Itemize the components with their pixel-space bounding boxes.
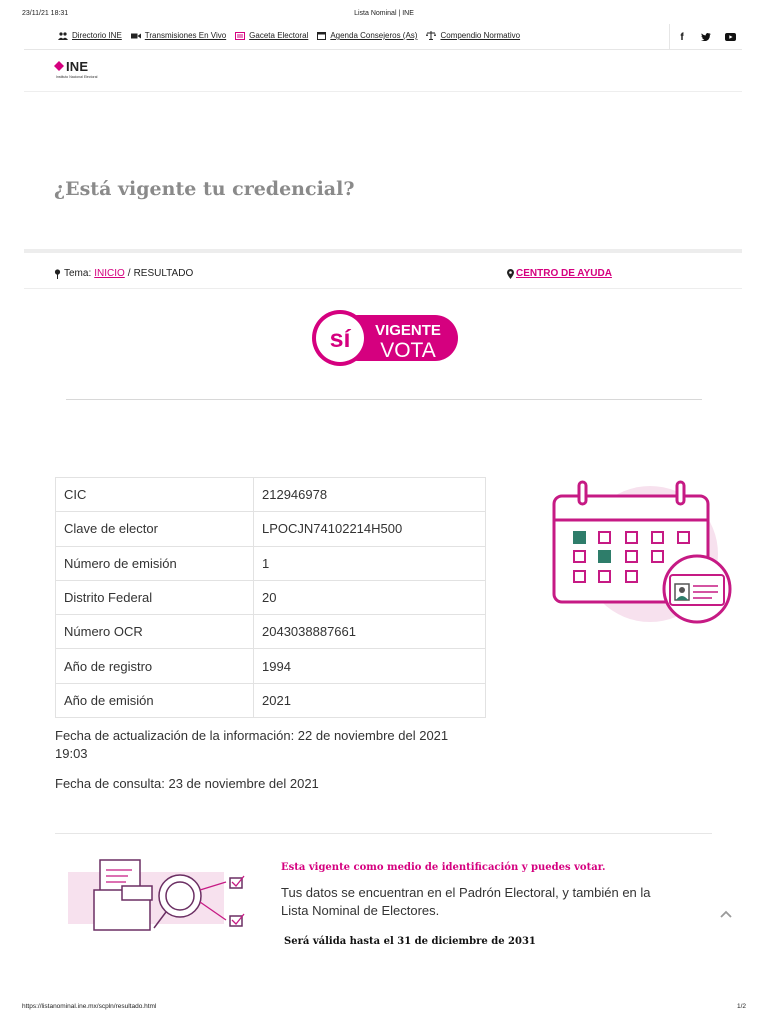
badge-vota: VOTA — [380, 339, 436, 362]
voter-record-table — [55, 477, 486, 718]
result-heading: Esta vigente como medio de identificación y puedes votar. — [281, 862, 606, 873]
breadcrumb-home-link[interactable]: INICIO — [94, 268, 125, 279]
breadcrumb-bar — [24, 249, 742, 289]
print-page-title: Lista Nominal | INE — [354, 10, 414, 17]
map-pin-icon — [54, 269, 61, 279]
print-timestamp: 23/11/21 18:31 — [22, 10, 69, 17]
table-row — [56, 683, 486, 717]
print-page-number: 1/2 — [736, 1003, 746, 1010]
page-title: ¿Está vigente tu credencial? — [54, 178, 355, 200]
youtube-icon[interactable] — [718, 24, 742, 50]
agenda-label: Agenda Consejeros (As) — [330, 31, 418, 40]
logo-word: INE — [66, 59, 89, 74]
print-url: https://listanominal.ine.mx/scpln/resultado.html — [22, 1003, 157, 1010]
directorio-label: Directorio INE — [72, 31, 122, 40]
facebook-icon[interactable]: f — [680, 31, 684, 43]
row-value: 2021 — [254, 683, 486, 717]
row-value: 2043038887661 — [254, 615, 486, 649]
row-value: 1994 — [254, 649, 486, 683]
twitter-icon[interactable] — [694, 24, 718, 50]
row-value: 212946978 — [254, 478, 486, 512]
badge-vigente: VIGENTE — [375, 322, 441, 339]
row-label: Número OCR — [56, 615, 254, 649]
header-divider — [24, 91, 742, 92]
table-row — [56, 546, 486, 580]
si-vigente-vota-badge — [311, 309, 461, 367]
agenda-link[interactable] — [317, 31, 417, 40]
top-navigation-bar — [24, 24, 742, 50]
valid-until-text: Será válida hasta el 31 de diciembre de 2031 — [284, 936, 536, 947]
calendar-id-illustration — [550, 474, 740, 634]
row-value: LPOCJN74102214H500 — [254, 512, 486, 546]
row-label: CIC — [56, 478, 254, 512]
newspaper-icon — [235, 32, 245, 40]
scroll-top-chevron-icon[interactable] — [717, 905, 735, 923]
breadcrumb-prefix: Tema: — [64, 268, 92, 279]
result-body: Tus datos se encuentran en el Padrón Electoral, y también en la Lista Nominal de Electores. — [281, 885, 651, 918]
calendar-small-icon — [317, 31, 326, 40]
location-marker-icon — [507, 269, 514, 279]
logo-subtitle: Instituto Nacional Electoral — [56, 75, 98, 79]
breadcrumb — [54, 268, 193, 279]
badge-divider — [66, 399, 702, 400]
consult-date-text: Fecha de consulta: 23 de noviembre del 2021 — [55, 776, 319, 791]
row-value: 20 — [254, 580, 486, 614]
balance-scale-icon — [426, 31, 436, 40]
video-camera-icon — [131, 32, 141, 40]
gaceta-link[interactable] — [235, 31, 308, 40]
table-row — [56, 478, 486, 512]
badge-si: sí — [329, 325, 351, 353]
row-label: Número de emisión — [56, 546, 254, 580]
help-center-link[interactable]: CENTRO DE AYUDA — [516, 268, 612, 279]
row-label: Distrito Federal — [56, 580, 254, 614]
print-footer — [22, 1003, 746, 1010]
breadcrumb-separator: / — [127, 268, 131, 279]
table-row — [56, 649, 486, 683]
ine-logo-mark — [54, 60, 64, 72]
transmisiones-label: Transmisiones En Vivo — [144, 31, 227, 40]
table-row — [56, 512, 486, 546]
social-links — [669, 24, 742, 50]
compendio-link[interactable] — [426, 31, 520, 40]
row-value: 1 — [254, 546, 486, 580]
help-center — [507, 268, 612, 279]
gaceta-label: Gaceta Electoral — [249, 31, 309, 40]
result-divider — [55, 833, 712, 834]
print-header — [22, 10, 746, 22]
id-card-icon — [664, 556, 730, 622]
update-date-text: Fecha de actualización de la información: 22 de noviembre del 2021 19:03 — [55, 728, 449, 761]
documents-search-illustration — [66, 852, 256, 936]
top-links — [58, 31, 529, 40]
row-label: Año de registro — [56, 649, 254, 683]
transmisiones-link[interactable] — [131, 31, 226, 40]
people-icon — [58, 32, 68, 40]
row-label: Clave de elector — [56, 512, 254, 546]
compendio-label: Compendio Normativo — [440, 31, 521, 40]
table-row — [56, 615, 486, 649]
directorio-link[interactable] — [58, 31, 122, 40]
breadcrumb-current: RESULTADO — [133, 268, 194, 279]
ine-logo[interactable] — [54, 60, 124, 80]
row-label: Año de emisión — [56, 683, 254, 717]
table-row — [56, 580, 486, 614]
